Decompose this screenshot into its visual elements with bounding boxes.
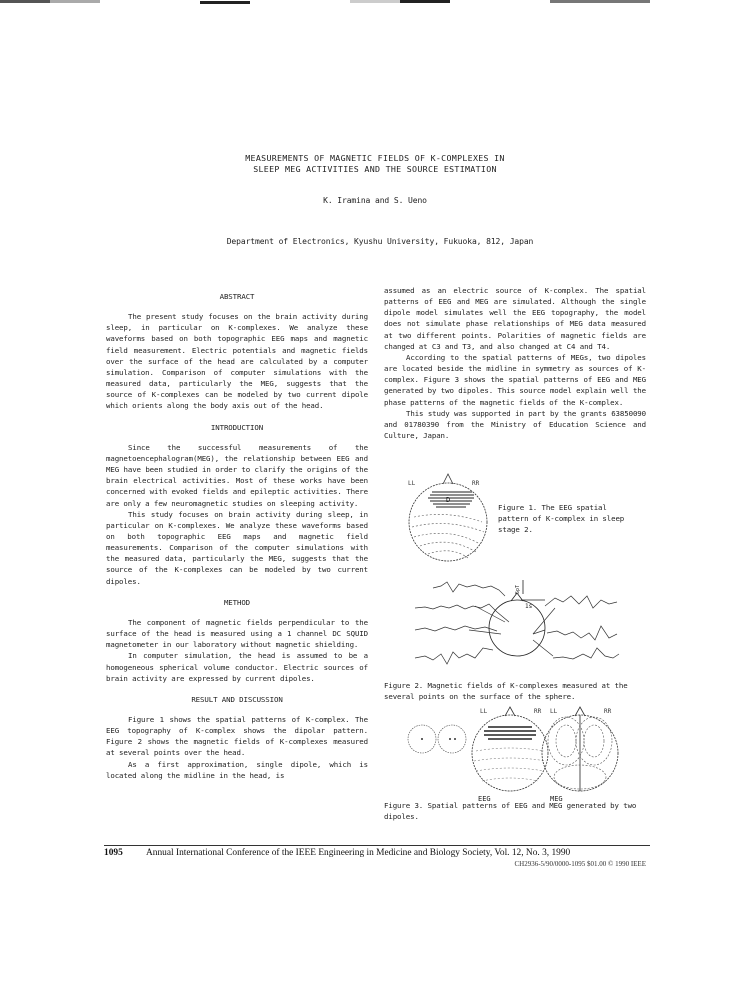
svg-text:5pT: 5pT: [515, 584, 521, 594]
svg-text:LL: LL: [408, 480, 416, 487]
figure-1-caption: Figure 1. The EEG spatial pattern of K-complex in sleep stage 2.: [498, 503, 625, 535]
results-paragraph-2: As a first approximation, single dipole, which is located along the midline in the head, is: [106, 759, 368, 780]
scan-mark: [350, 0, 400, 3]
svg-text:D: D: [446, 496, 451, 504]
svg-text:EEG: EEG: [478, 795, 491, 803]
method-heading: METHOD: [223, 597, 251, 607]
scan-mark: [400, 0, 450, 3]
method-paragraph-2: In computer simulation, the head is assumed to be a homogeneous spherical volume conductor. Electric sources of brain activity are expressed by current dipoles.: [106, 651, 368, 683]
footer-rule: [104, 845, 650, 846]
scan-mark: [200, 1, 250, 4]
svg-text:MEG: MEG: [550, 795, 563, 803]
results-paragraph-1: Figure 1 shows the spatial patterns of K-complex. The EEG topography of K-complex shows the dipolar pattern. Figure 2 shows the magnetic fields of K-complexes measured at several points over the head.: [106, 715, 368, 758]
results-heading: RESULT AND DISCUSSION: [191, 694, 283, 704]
left-column: [106, 291, 368, 781]
copyright-line: CH2936-5/90/0000-1095 $01.00 © 1990 IEEE: [514, 860, 646, 868]
authors: K. Iramina and S. Ueno: [323, 196, 427, 205]
scan-mark: [550, 0, 650, 3]
affiliation: Department of Electronics, Kyushu University, Fukuoka, 812, Japan: [226, 237, 534, 246]
svg-text:1s: 1s: [525, 603, 533, 610]
acknowledgement: This study was supported in part by the grants 63850090 and 01780390 from the Ministry of Education Science and Culture, Japan.: [384, 408, 646, 441]
figure-3-caption: Figure 3. Spatial patterns of EEG and MEG generated by two dipoles.: [384, 801, 637, 822]
abstract-heading: ABSTRACT: [219, 292, 255, 301]
footer: [104, 848, 650, 868]
figure-3-eeg-meg-patterns: [400, 703, 630, 803]
page-number: 1095: [104, 848, 123, 858]
right-column: [384, 285, 646, 441]
introduction-paragraph-1: Since the successful measurements of the magnetoencephalogram(MEG), the relationship between EEG and MEG have been studied in order to clarify the origins of the brain electrical activities. Most of these works have been concerned with evoked fields and epileptic activities. There are only a few neuromagnetic studies on sleeping activity.: [106, 442, 368, 508]
svg-text:LL: LL: [550, 708, 558, 715]
figure-2-mag-fields: [405, 578, 655, 678]
paper-title: [190, 153, 560, 175]
figure-2-caption: Figure 2. Magnetic fields of K-complexes measured at the several points on the surface of the sphere.: [384, 681, 628, 702]
svg-text:RR: RR: [534, 708, 542, 715]
right-paragraph-1: assumed as an electric source of K-complex. The spatial patterns of EEG and MEG are simulated. Although the single dipole model simulates well the EEG topography, the model does not simulate phase relationships of MEG data measured at two different points. Polarities of magnetic fields are changed at C3 and T3, and also changed at C4 and T4.: [384, 286, 646, 351]
introduction-paragraph-2: This study focuses on brain activity during sleep, in particular on K-complexes. We analyze these waveforms based on both topographic EEG maps and magnetic field measurements. Comparison of the computer simulations with the measured data, particularly the MEG, suggests that the source of the K-complexes can be modeled by two current dipoles.: [106, 509, 368, 586]
journal-citation: Annual International Conference of the IEEE Engineering in Medicine and Biology Society, Vol. 12, No. 3, 1990: [146, 848, 571, 858]
svg-text:LL: LL: [480, 708, 488, 715]
title-line-1: MEASUREMENTS OF MAGNETIC FIELDS OF K-COMPLEXES IN: [245, 153, 505, 163]
method-paragraph-1: The component of magnetic fields perpendicular to the surface of the head is measured using a 1 channel DC SQUID magnetometer in our laboratory without magnetic shielding.: [106, 617, 368, 650]
figure-1-eeg-map: [400, 472, 495, 567]
scan-mark: [0, 0, 50, 3]
abstract-text: The present study focuses on the brain activity during sleep, in particular on K-complexes. We analyze these waveforms based on both topographic EEG maps and magnetic field measurement. Electric potentials and magnetic fields over the surface of the head are calculated by a computer simulation. Comparison of computer simulations with the measured data, particularly the MEG, suggests that the source of K-complexes can be modeled by two current dipole which orients along the body axis out of the head.: [106, 312, 368, 411]
svg-text:RR: RR: [604, 708, 612, 715]
svg-text:RR: RR: [472, 480, 480, 487]
right-paragraph-2: According to the spatial patterns of MEGs, two dipoles are located beside the midline in symmetry as sources of K-complex. Figure 3 shows the spatial patterns of EEG and MEG generated by two dipoles. This source model explain well the phase patterns of the magnetic fields of the K-complex.: [384, 352, 646, 407]
title-line-2: SLEEP MEG ACTIVITIES AND THE SOURCE ESTIMATION: [253, 164, 497, 174]
introduction-heading: INTRODUCTION: [210, 422, 264, 432]
scan-mark: [50, 0, 100, 3]
